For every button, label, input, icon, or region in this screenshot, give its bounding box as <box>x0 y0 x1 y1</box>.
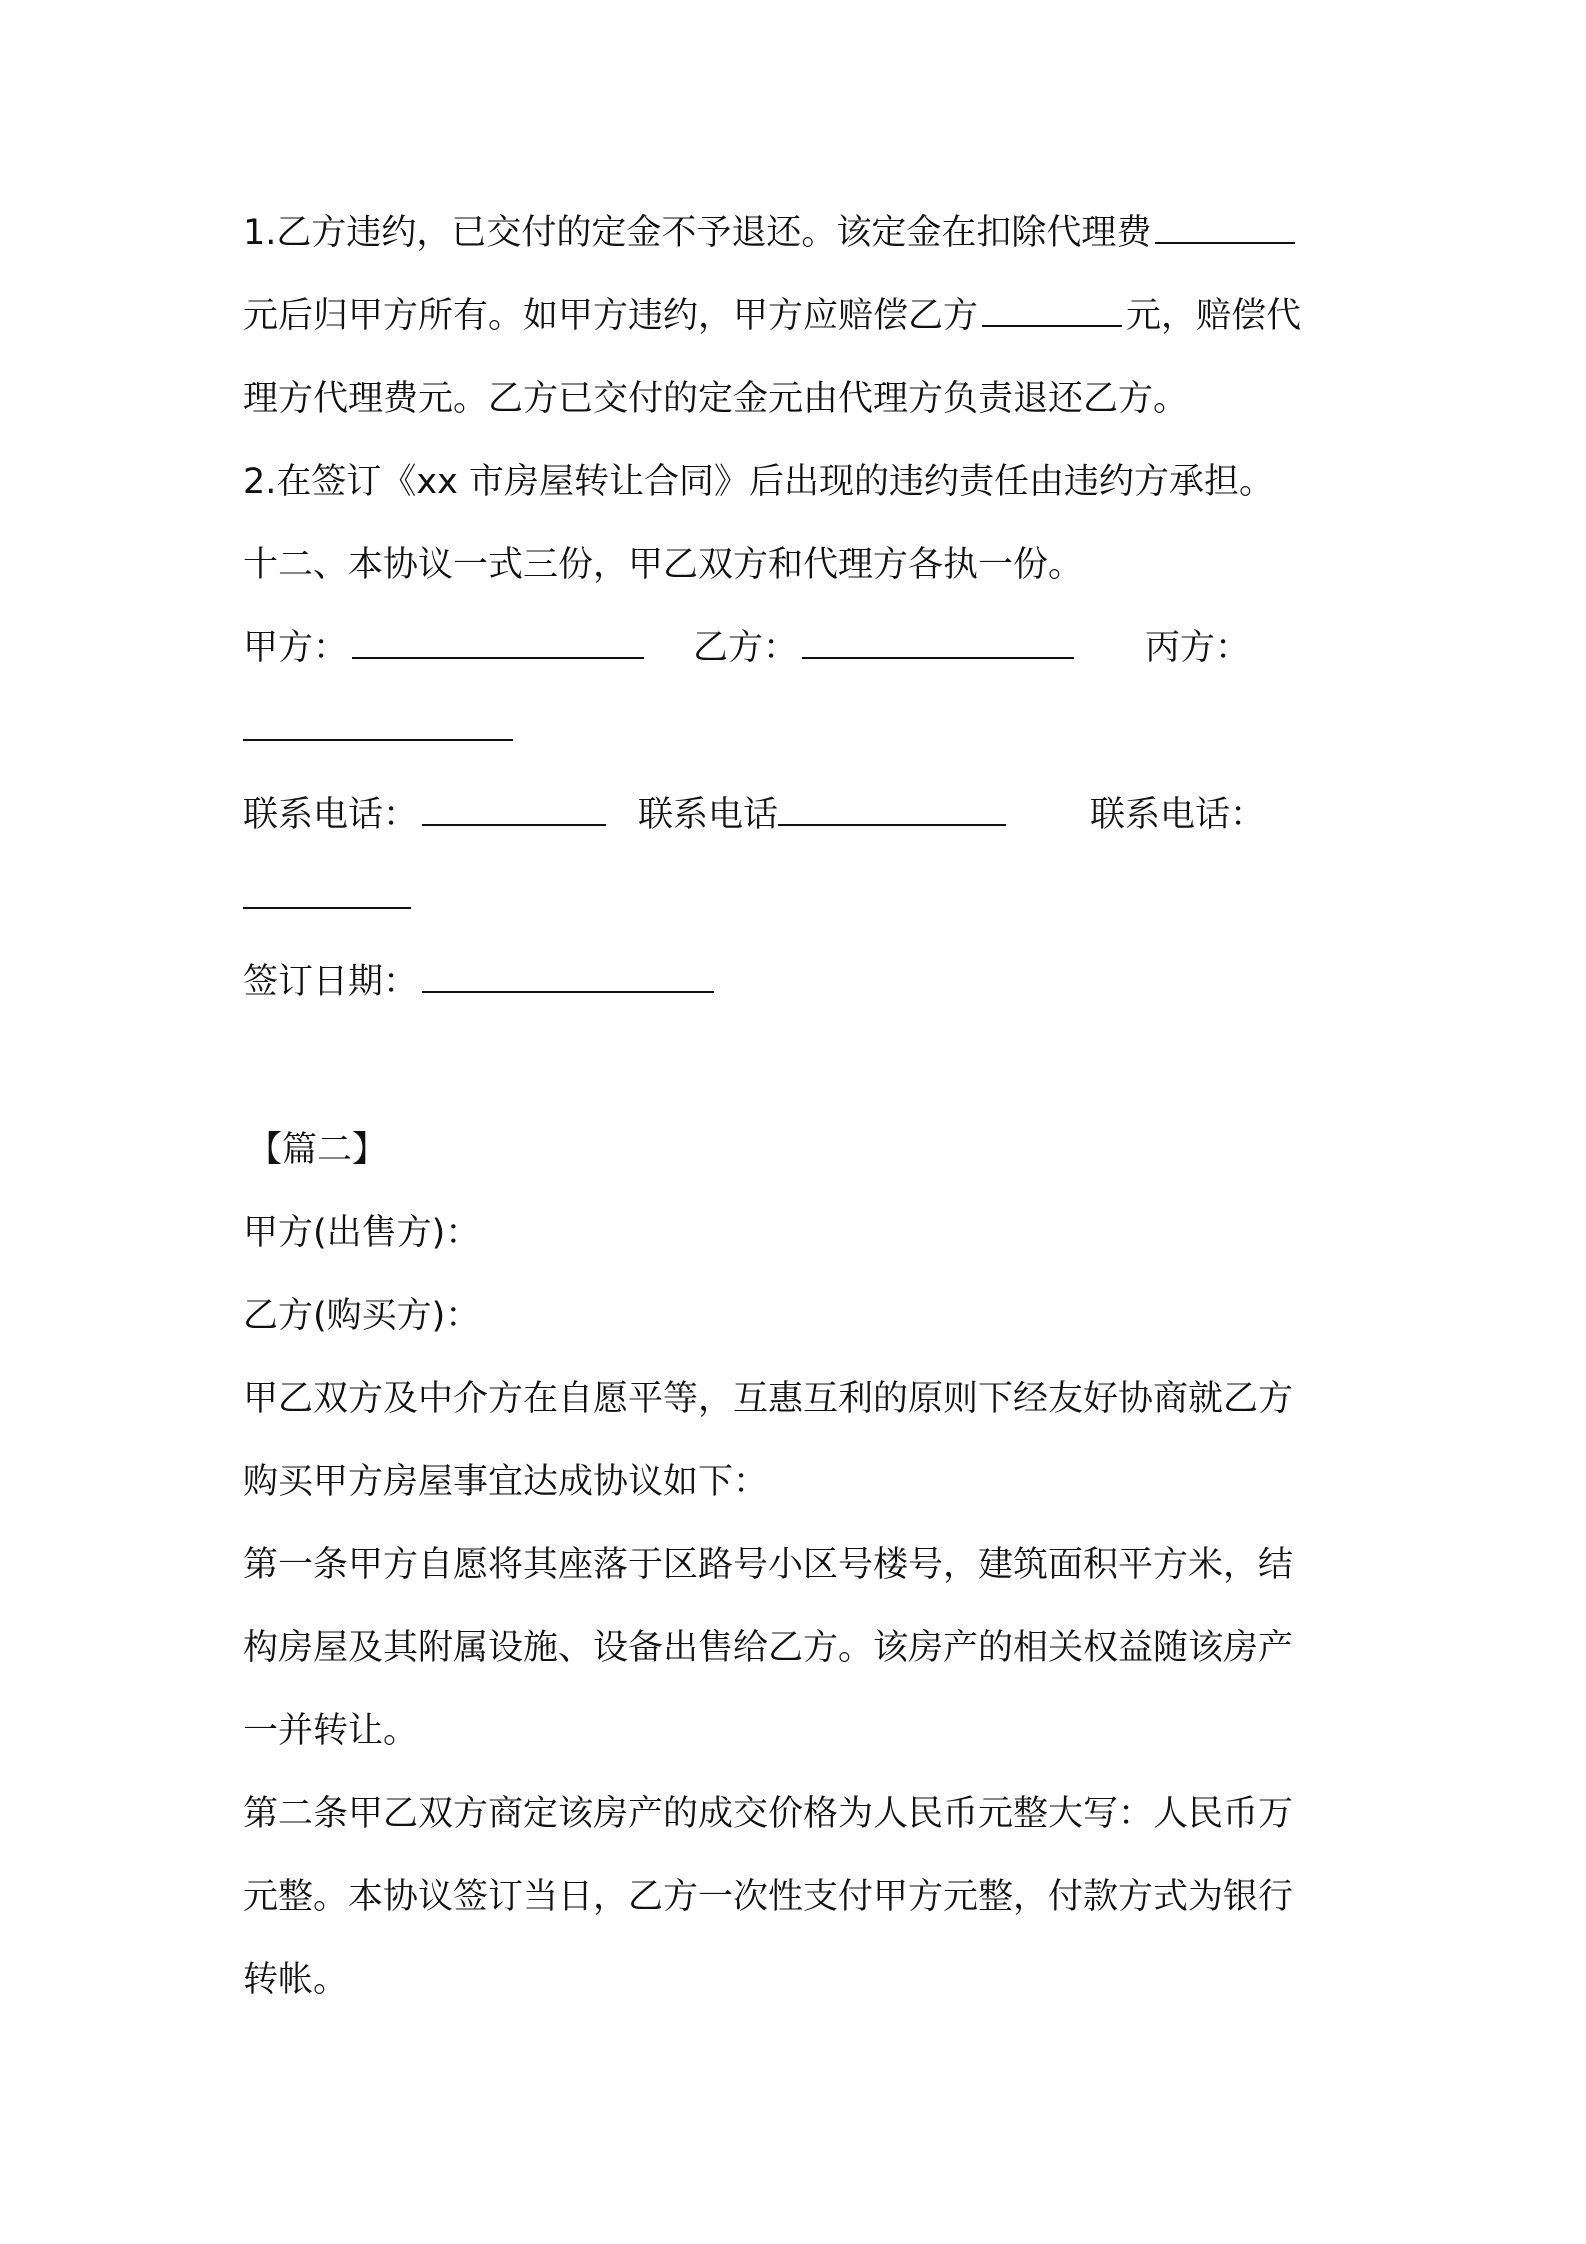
party-c-blank-row <box>243 705 517 755</box>
phone-b: 联系电话 <box>638 790 1010 840</box>
article-1-line-2: 构房屋及其附属设施、设备出售给乙方。该房产的相关权益随该房产 <box>243 1628 1294 1668</box>
phone-c: 联系电话： <box>1090 795 1266 835</box>
phone-a-blank <box>422 794 606 826</box>
article-2-line-1: 第二条甲乙双方商定该房产的成交价格为人民币元整大写：人民币万 <box>243 1794 1294 1834</box>
article-2-line-3: 转帐。 <box>243 1960 349 2000</box>
party-a-signature: 甲方： <box>243 623 648 673</box>
party-a-blank <box>352 627 644 659</box>
section-heading: 【篇二】 <box>247 1130 388 1170</box>
intro-line-2: 购买甲方房屋事宜达成协议如下： <box>243 1462 769 1502</box>
phone-c-blank <box>243 877 411 909</box>
clause-1-line-2: 元后归甲方所有。如甲方违约，甲方应赔偿乙方 元，赔偿代 <box>243 296 1302 336</box>
seller-label: 甲方(出售方)： <box>243 1213 481 1253</box>
sign-date-blank <box>422 961 714 993</box>
phone-a: 联系电话： <box>243 790 610 840</box>
agency-fee-blank <box>1155 212 1295 244</box>
party-b-signature: 乙方： <box>693 623 1078 673</box>
compensation-blank <box>982 295 1122 327</box>
clause-12: 十二、本协议一式三份，甲乙双方和代理方各执一份。 <box>243 545 1084 585</box>
party-b-blank <box>802 627 1074 659</box>
buyer-label: 乙方(购买方)： <box>243 1296 481 1336</box>
article-1-line-1: 第一条甲方自愿将其座落于区路号小区号楼号，建筑面积平方米，结 <box>243 1545 1294 1585</box>
clause-1-line-1: 1.乙方违约，已交付的定金不予退还。该定金在扣除代理费 <box>243 208 1363 258</box>
intro-line-1: 甲乙双方及中介方在自愿平等，互惠互利的原则下经友好协商就乙方 <box>243 1379 1294 1419</box>
clause-2: 2.在签订《xx 市房屋转让合同》后出现的违约责任由违约方承担。 <box>243 462 1274 502</box>
party-c-signature: 丙方： <box>1145 628 1251 668</box>
party-c-blank <box>243 709 513 741</box>
sign-date: 签订日期： <box>243 957 718 1007</box>
article-1-line-3: 一并转让。 <box>243 1711 419 1751</box>
phone-c-blank-row <box>243 873 415 923</box>
article-2-line-2: 元整。本协议签订当日，乙方一次性支付甲方元整，付款方式为银行 <box>243 1877 1294 1917</box>
clause-1-line-3: 理方代理费元。乙方已交付的定金元由代理方负责退还乙方。 <box>243 379 1189 419</box>
phone-b-blank <box>778 794 1006 826</box>
